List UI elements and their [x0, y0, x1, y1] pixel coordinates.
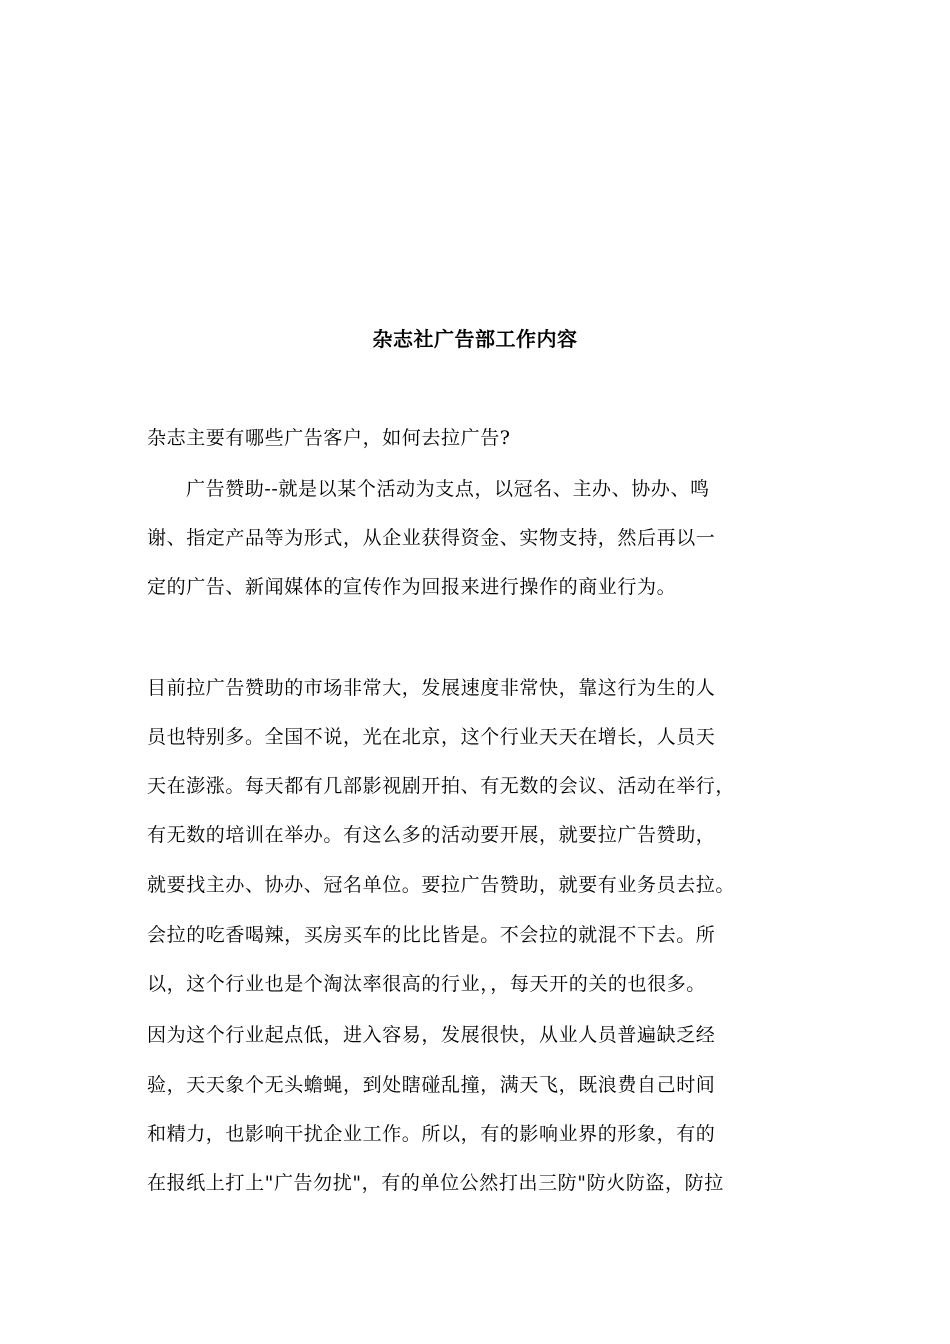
paragraph2-line: 在报纸上打上"广告勿扰"，有的单位公然打出三防"防火防盗，防拉 [147, 1172, 724, 1194]
paragraph2-line: 因为这个行业起点低，进入容易，发展很快，从业人员普遍缺乏经 [147, 1024, 716, 1046]
paragraph1-line: 定的广告、新闻媒体的宣传作为回报来进行操作的商业行为。 [147, 576, 677, 598]
paragraph2-line: 会拉的吃香喝辣，买房买车的比比皆是。不会拉的就混不下去。所 [147, 924, 716, 946]
paragraph2-line: 验，天天象个无头蟾蝇，到处瞎碰乱撞，满天飞，既浪费自己时间 [147, 1074, 716, 1096]
paragraph2-line: 和精力，也影响干扰企业工作。所以，有的影响业界的形象，有的 [147, 1123, 716, 1145]
paragraph2-line: 员也特别多。全国不说，光在北京，这个行业天天在增长，人员天 [147, 726, 716, 748]
paragraph2-line: 目前拉广告赞助的市场非常大，发展速度非常快，靠这行为生的人 [147, 677, 716, 699]
paragraph2-line: 有无数的培训在举办。有这么多的活动要开展，就要拉广告赞助， [147, 824, 716, 846]
paragraph2-line: 天在澎涨。每天都有几部影视剧开拍、有无数的会议、活动在举行， [147, 775, 736, 797]
paragraph1-line: 广告赞助--就是以某个活动为支点，以冠名、主办、协办、鸣 [186, 478, 710, 500]
document-title: 杂志社广告部工作内容 [372, 327, 578, 351]
paragraph2-line: 以，这个行业也是个淘汰率很高的行业，，每天开的关的也很多。 [147, 973, 706, 995]
paragraph1-line: 谢、指定产品等为形式，从企业获得资金、实物支持，然后再以一 [147, 527, 716, 549]
question-line: 杂志主要有哪些广告客户，如何去拉广告? [147, 427, 511, 449]
paragraph2-line: 就要找主办、协办、冠名单位。要拉广告赞助，就要有业务员去拉。 [147, 874, 736, 896]
